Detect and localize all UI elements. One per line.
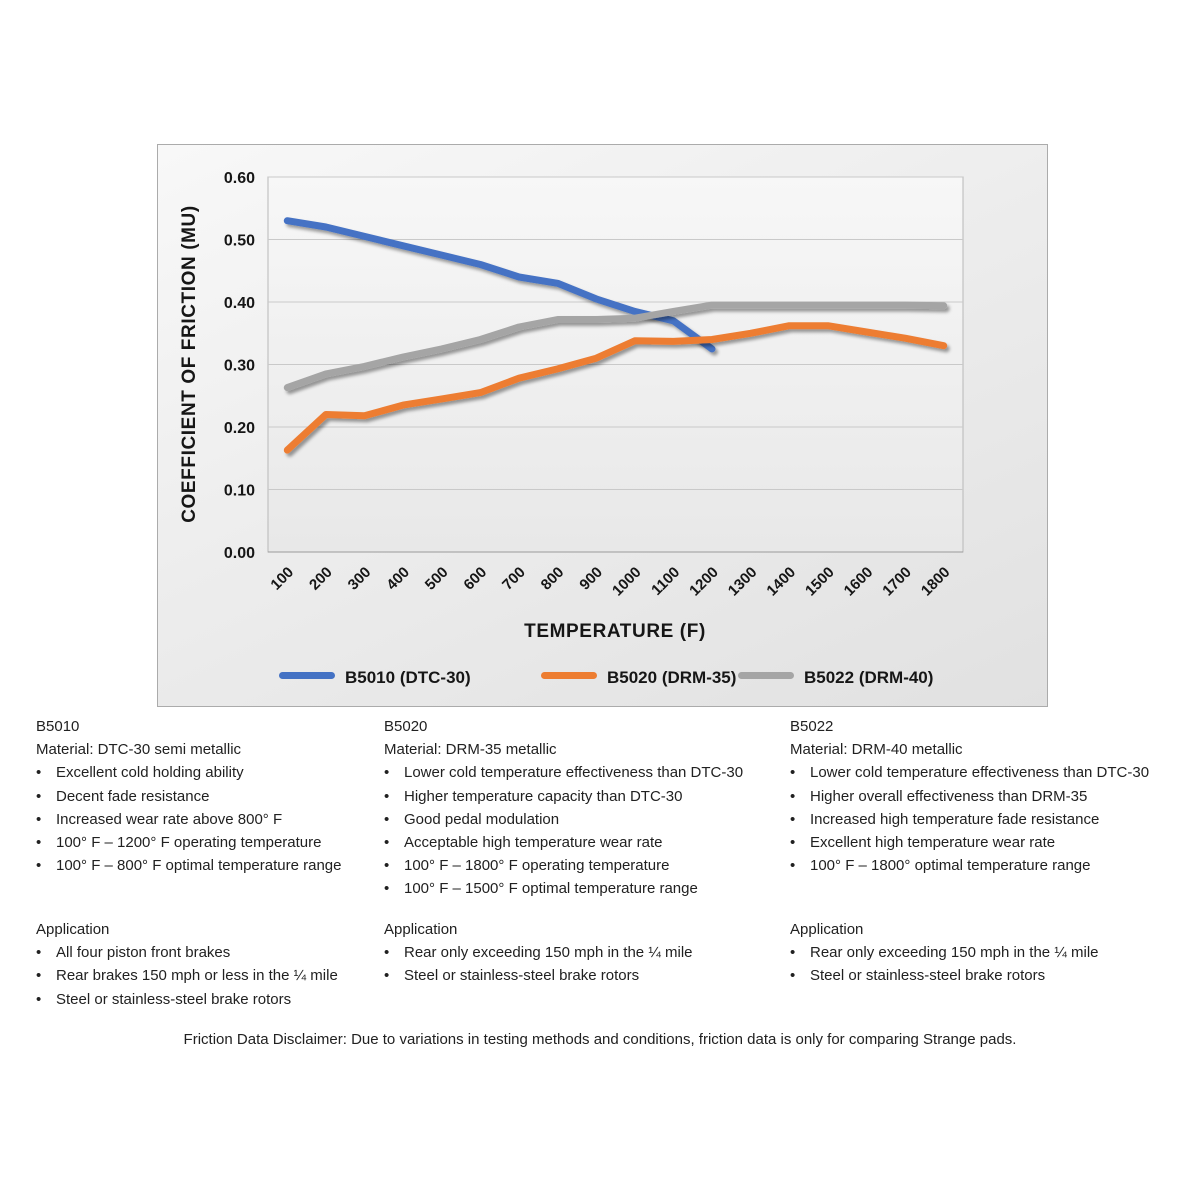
application-block [790, 918, 1099, 988]
application-heading: Application [790, 921, 864, 938]
bullet-text: Decent fade resistance [56, 787, 210, 805]
x-tick-label: 1300 [724, 563, 761, 600]
material-line: Material: DRM-35 metallic [384, 741, 557, 759]
bullet-icon: • [790, 967, 796, 985]
bullet-icon: • [384, 833, 390, 851]
bullet-icon: • [384, 764, 390, 782]
bullet-icon: • [384, 880, 390, 898]
bullet-text: Lower cold temperature effectiveness than DTC-30 [404, 764, 744, 782]
friction-chart-panel [157, 144, 1048, 707]
x-axis-title: TEMPERATURE (F) [524, 621, 706, 642]
x-tick-label: 200 [306, 563, 336, 594]
x-tick-label: 1400 [763, 563, 800, 600]
x-tick-label: 1700 [879, 563, 915, 600]
bullet-icon: • [790, 764, 796, 782]
bullet-text: Acceptable high temperature wear rate [404, 833, 663, 851]
bullet-text: 100° F – 1500° F optimal temperature range [404, 880, 698, 898]
bullet-text: 100° F – 1800° F operating temperature [404, 857, 670, 875]
y-tick-label: 0.40 [223, 295, 255, 312]
bullet-text: Good pedal modulation [404, 810, 560, 828]
material-line: Material: DTC-30 semi metallic [36, 741, 242, 759]
x-tick-label: 600 [460, 563, 491, 594]
spec-column-b5010 [36, 715, 381, 1020]
feature-bullet [384, 761, 784, 784]
feature-bullet [36, 785, 381, 808]
bullet-icon: • [790, 787, 796, 805]
bullet-icon: • [790, 810, 796, 828]
product-code: B5022 [790, 718, 834, 735]
bullet-icon: • [384, 787, 390, 805]
application-bullet [36, 941, 338, 964]
x-tick-label: 1800 [917, 563, 954, 600]
feature-bullet [384, 808, 784, 831]
feature-bullet [36, 831, 381, 854]
x-tick-label: 1600 [840, 563, 877, 600]
y-tick-label: 0.30 [223, 357, 255, 375]
x-tick-label: 400 [383, 563, 413, 594]
bullet-text: 100° F – 800° F optimal temperature range [56, 857, 342, 875]
application-heading: Application [36, 921, 110, 938]
bullet-text: Higher temperature capacity than DTC-30 [404, 787, 683, 805]
application-heading: Application [384, 921, 458, 938]
application-bullet [384, 964, 693, 987]
bullet-icon: • [36, 764, 42, 782]
spec-column-b5020 [384, 715, 784, 1020]
feature-bullet [790, 808, 1190, 831]
x-tick-label: 500 [421, 563, 452, 594]
bullet-text: Rear only exceeding 150 mph in the ¼ mile [810, 944, 1099, 962]
x-tick-label: 1000 [609, 563, 645, 600]
bullet-icon: • [36, 833, 42, 851]
x-tick-label: 1200 [686, 563, 722, 600]
y-tick-label: 0.50 [223, 232, 255, 250]
bullet-text: All four piston front brakes [56, 944, 231, 962]
x-tick-label: 1500 [802, 563, 838, 600]
legend-label-1: B5010 (DTC-30) [345, 668, 471, 687]
bullet-icon: • [790, 944, 796, 962]
y-tick-label: 0.00 [223, 545, 255, 562]
y-tick-label: 0.10 [223, 482, 255, 500]
application-block [36, 918, 338, 1011]
bullet-icon: • [36, 944, 42, 962]
x-tick-label: 800 [537, 563, 568, 594]
feature-bullet [384, 831, 784, 854]
feature-bullet [384, 854, 784, 877]
bullet-text: Steel or stainless-steel brake rotors [810, 967, 1046, 985]
feature-bullet [384, 785, 784, 808]
feature-bullet [790, 831, 1190, 854]
feature-bullet [36, 854, 381, 877]
bullet-icon: • [36, 787, 42, 805]
y-tick-label: 0.60 [223, 170, 255, 187]
bullet-icon: • [36, 967, 42, 985]
bullet-icon: • [36, 810, 42, 828]
bullet-icon: • [790, 857, 796, 875]
product-code: B5010 [36, 718, 80, 735]
application-bullet [790, 941, 1099, 964]
x-tick-label: 100 [267, 563, 298, 594]
application-bullet [36, 964, 338, 987]
bullet-text: Rear only exceeding 150 mph in the ¼ mile [404, 944, 693, 962]
legend-label-2: B5020 (DRM-35) [607, 668, 737, 687]
chart-legend [279, 668, 933, 687]
feature-bullet [790, 854, 1190, 877]
feature-bullet [790, 761, 1190, 784]
legend-swatch-1 [279, 672, 335, 679]
bullet-text: Steel or stainless-steel brake rotors [404, 967, 640, 985]
bullet-text: Steel or stainless-steel brake rotors [56, 990, 292, 1008]
application-bullet [36, 988, 338, 1011]
bullet-text: Rear brakes 150 mph or less in the ¼ mile [56, 967, 338, 985]
material-line: Material: DRM-40 metallic [790, 741, 963, 759]
y-tick-label: 0.20 [223, 420, 255, 437]
spec-column-b5022 [790, 715, 1190, 1020]
bullet-icon: • [384, 857, 390, 875]
bullet-text: Excellent high temperature wear rate [810, 833, 1056, 851]
bullet-icon: • [36, 857, 42, 875]
x-tick-label: 1100 [648, 563, 684, 599]
friction-data-disclaimer: Friction Data Disclaimer: Due to variations in testing methods and conditions, friction data is only for comparing Strange pads. [183, 1031, 1017, 1048]
x-tick-label: 700 [499, 563, 529, 594]
bullet-text: Excellent cold holding ability [56, 764, 244, 782]
legend-label-3: B5022 (DRM-40) [804, 668, 934, 687]
feature-bullet [36, 808, 381, 831]
bullet-icon: • [384, 944, 390, 962]
application-bullet [384, 941, 693, 964]
bullet-text: Lower cold temperature effectiveness than DTC-30 [810, 764, 1150, 782]
bullet-text: 100° F – 1800° optimal temperature range [810, 857, 1091, 875]
legend-swatch-2 [541, 672, 597, 679]
bullet-icon: • [36, 990, 42, 1008]
application-bullet [790, 964, 1099, 987]
application-block [384, 918, 693, 988]
bullet-icon: • [790, 833, 796, 851]
x-tick-label: 300 [344, 563, 375, 594]
feature-bullet [384, 877, 784, 900]
y-axis-title: COEFFICIENT OF FRICTION (MU) [179, 205, 200, 523]
x-tick-label: 900 [576, 563, 607, 594]
bullet-text: Increased wear rate above 800° F [56, 810, 283, 828]
feature-bullet [790, 785, 1190, 808]
bullet-text: Higher overall effectiveness than DRM-35 [810, 787, 1088, 805]
bullet-text: 100° F – 1200° F operating temperature [56, 833, 322, 851]
bullet-icon: • [384, 810, 390, 828]
friction-line-chart [158, 145, 1047, 706]
product-code: B5020 [384, 718, 428, 735]
bullet-text: Increased high temperature fade resistance [810, 810, 1100, 828]
feature-bullet [36, 761, 381, 784]
bullet-icon: • [384, 967, 390, 985]
legend-swatch-3 [738, 672, 794, 679]
